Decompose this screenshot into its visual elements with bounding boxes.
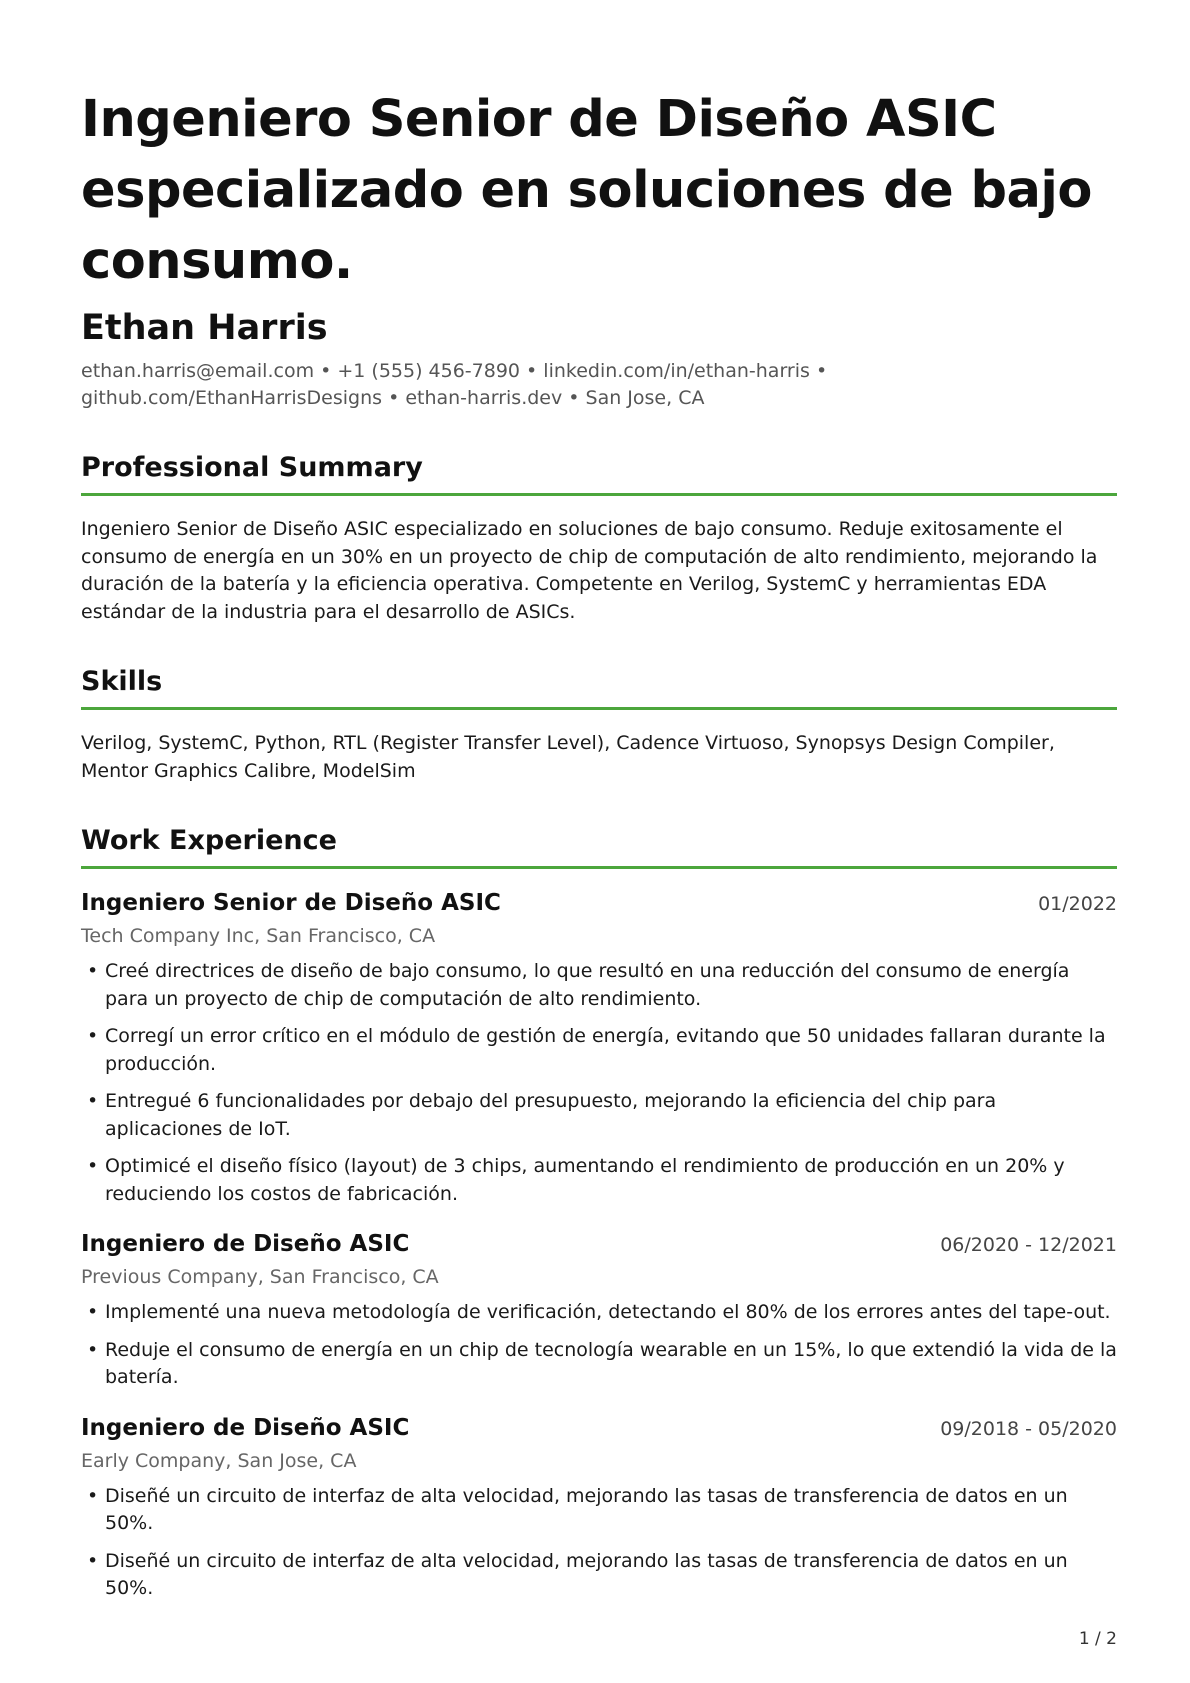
contact-line: ethan.harris@email.com • +1 (555) 456-7890 • linkedin.com/in/ethan-harris • github.com/EthanHarrisDesigns • ethan-harris.dev • San Jose, CA <box>81 360 828 409</box>
job-title: Ingeniero de Diseño ASIC <box>81 1414 410 1441</box>
bullet-icon: • <box>87 960 99 982</box>
list-item <box>81 1548 1117 1603</box>
job-date: 09/2018 - 05/2020 <box>940 1417 1117 1440</box>
job-company: Early Company, San Jose, CA <box>81 1449 357 1472</box>
bullet-text: Optimicé el diseño físico (layout) de 3 chips, aumentando el rendimiento de producción en un 20% y reduciendo los costos de fabricación. <box>105 1155 1065 1205</box>
job-header <box>81 887 1117 919</box>
job-date: 01/2022 <box>1038 893 1117 915</box>
bullet-icon: • <box>87 1301 99 1323</box>
job-title: Ingeniero de Diseño ASIC <box>81 1231 410 1257</box>
list-item <box>81 1153 1117 1208</box>
job-header <box>81 1412 1117 1444</box>
job-entry <box>81 1412 1117 1603</box>
bullet-text: Creé directrices de diseño de bajo consumo, lo que resultó en una reducción del consumo de energía para un proyecto de chip de computación de alto rendimiento. <box>105 960 1070 1010</box>
job-list <box>81 887 1117 1603</box>
candidate-name: Ethan Harris <box>81 308 328 348</box>
list-item <box>81 1088 1117 1143</box>
job-bullets <box>81 958 1117 1208</box>
list-item <box>81 1299 1117 1327</box>
job-company: Tech Company Inc, San Francisco, CA <box>81 925 436 947</box>
job-bullets <box>81 1299 1117 1392</box>
job-header <box>81 1228 1117 1260</box>
bullet-text: Diseñé un circuito de interfaz de alta velocidad, mejorando las tasas de transferencia de datos en un 50%. <box>105 1549 1068 1599</box>
job-entry <box>81 1228 1117 1392</box>
job-company: Previous Company, San Francisco, CA <box>81 1266 439 1288</box>
bullet-text: Diseñé un circuito de interfaz de alta velocidad, mejorando las tasas de transferencia de datos en un 50%. <box>105 1484 1068 1534</box>
resume-page <box>81 84 1117 1613</box>
bullet-icon: • <box>87 1155 99 1177</box>
experience-section <box>81 823 1117 1603</box>
bullet-icon: • <box>87 1025 99 1047</box>
job-bullets <box>81 1483 1117 1603</box>
list-item <box>81 1023 1117 1078</box>
summary-heading: Professional Summary <box>81 450 1117 496</box>
list-item <box>81 958 1117 1013</box>
list-item <box>81 1483 1117 1538</box>
job-title: Ingeniero Senior de Diseño ASIC <box>81 890 501 916</box>
skills-heading: Skills <box>81 664 1117 710</box>
job-date: 06/2020 - 12/2021 <box>940 1234 1117 1256</box>
bullet-text: Corregí un error crítico en el módulo de gestión de energía, evitando que 50 unidades fallaran durante la producción. <box>105 1025 1106 1075</box>
summary-section <box>81 450 1117 626</box>
experience-heading: Work Experience <box>81 823 1117 869</box>
bullet-text: Implementé una nueva metodología de verificación, detectando el 80% de los errores antes del tape-out. <box>105 1301 1111 1323</box>
summary-text: Ingeniero Senior de Diseño ASIC especializado en soluciones de bajo consumo. Reduje exitosamente el consumo de energía en un 30% en un proyecto de chip de computación de alto rendimiento, mejorando la duración de la batería y la eficiencia operativa. Competente en Verilog, SystemC y herramientas EDA estándar de la industria para el desarrollo de ASICs. <box>81 518 1098 623</box>
job-entry <box>81 887 1117 1208</box>
bullet-text: Reduje el consumo de energía en un chip de tecnología wearable en un 15%, lo que extendió la vida de la batería. <box>105 1338 1117 1388</box>
resume-headline: Ingeniero Senior de Diseño ASIC especializado en soluciones de bajo consumo. <box>81 90 1092 291</box>
skills-section <box>81 664 1117 785</box>
bullet-icon: • <box>87 1484 99 1507</box>
bullet-icon: • <box>87 1090 99 1112</box>
list-item <box>81 1337 1117 1392</box>
skills-text: Verilog, SystemC, Python, RTL (Register Transfer Level), Cadence Virtuoso, Synopsys Design Compiler, Mentor Graphics Calibre, ModelSim <box>81 732 1055 782</box>
bullet-icon: • <box>87 1549 99 1572</box>
bullet-text: Entregué 6 funcionalidades por debajo del presupuesto, mejorando la eficiencia del chip para aplicaciones de IoT. <box>105 1090 997 1140</box>
bullet-icon: • <box>87 1338 99 1361</box>
page-number: 1 / 2 <box>1078 1629 1117 1649</box>
